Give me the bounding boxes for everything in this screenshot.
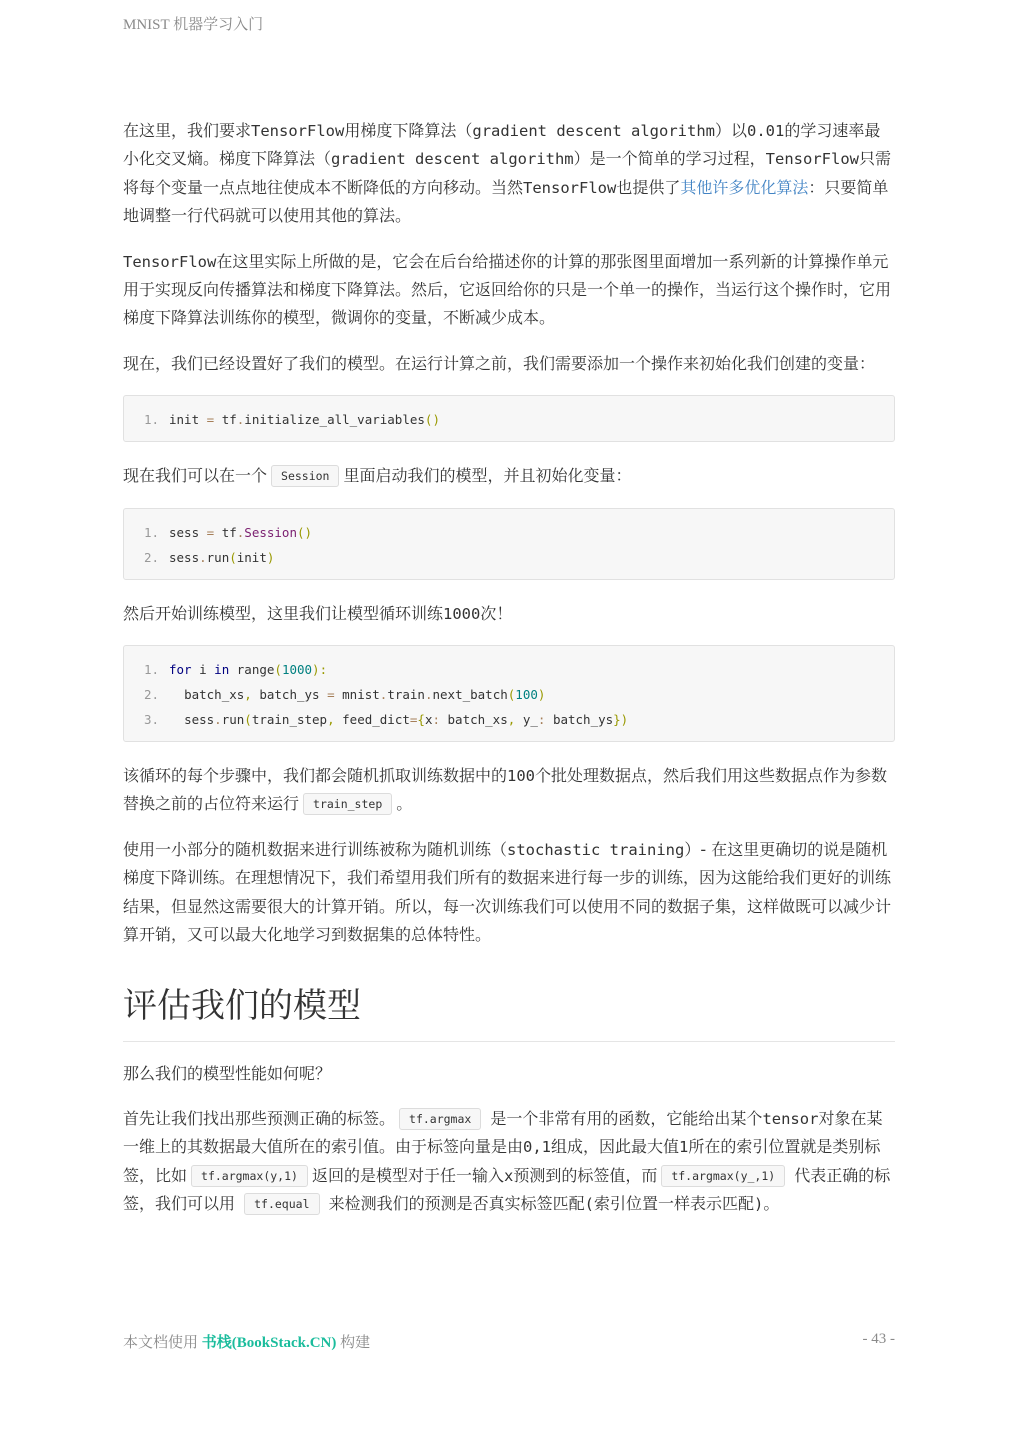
code-token: batch_ys: [552, 712, 614, 728]
code-line: [124, 407, 894, 432]
code-token: batch_xs: [447, 712, 508, 728]
text: 是一个非常有用的函数，它能给出某个: [490, 1108, 763, 1128]
text: 索引位置一样表示匹配: [593, 1194, 754, 1214]
inline-code: tf.equal: [244, 1193, 319, 1215]
page-content: [123, 117, 895, 1236]
code-line: [124, 707, 894, 732]
code-token: .: [236, 412, 245, 428]
inline-code: Session: [271, 465, 339, 487]
inline-term: TensorFlow: [123, 252, 217, 271]
code-token: init: [236, 549, 267, 565]
code-token: =: [327, 687, 335, 703]
inline-term: x: [503, 1166, 514, 1185]
text: 。: [763, 1194, 780, 1214]
text: ）- 在这里更确切的说是随机梯度下降训练。在理想情况下，我们希望用我们所有的数据来进行每一步的训练，因为这能给我们更好的训练结果，但显然这需要很大的计算开销。所以，每一次训练我们可以使用不同的数据子集，这样做既可以减少计算开销，又可以最大化地学习到数据集的总体特性。: [123, 839, 892, 945]
code-token: .: [214, 712, 222, 728]
text: 个批处理数据点，然后我们用这些数据点作为参数替换之前的占位符来运行: [123, 766, 888, 814]
code-token: sess: [169, 549, 200, 565]
text: 首先让我们找出那些预测正确的标签。: [123, 1108, 396, 1128]
paragraph: [123, 836, 895, 950]
code-token: i: [199, 662, 207, 678]
code-token: {: [417, 712, 425, 728]
code-token: feed_dict: [342, 712, 410, 728]
text: 也提供了: [616, 177, 681, 197]
code-token: .: [379, 687, 388, 703]
line-number: 1.: [144, 662, 160, 678]
paragraph: [123, 600, 895, 628]
code-token: for: [169, 662, 192, 678]
inline-code: train_step: [303, 793, 392, 815]
page-footer: [123, 1331, 895, 1352]
code-block-training-loop: [123, 645, 895, 742]
paragraph: [123, 1105, 895, 1219]
code-token: :: [537, 712, 546, 728]
code-token: train: [387, 687, 425, 703]
text: 。: [396, 794, 413, 814]
code-token: ):: [312, 662, 328, 678]
optimizers-link[interactable]: 其他许多优化算法: [680, 177, 809, 197]
code-token: .: [199, 549, 207, 565]
code-token: in: [214, 662, 230, 678]
code-token: init: [169, 412, 200, 428]
paragraph: [123, 462, 895, 490]
code-line: [124, 682, 894, 707]
code-token: train_step: [251, 712, 328, 728]
code-token: 100: [515, 687, 538, 703]
inline-term: ): [753, 1195, 764, 1214]
code-token: run: [206, 549, 230, 565]
code-token: tf: [221, 412, 237, 428]
line-number: 2.: [144, 687, 160, 703]
code-token: :: [432, 712, 440, 728]
bookstack-link[interactable]: 书栈(BookStack.CN): [201, 1335, 337, 1351]
text: 所在的索引位置就是类别标签，比如: [123, 1137, 881, 1185]
code-line: [124, 657, 894, 682]
code-token: mnist: [342, 687, 380, 703]
inline-term: TensorFlow: [251, 122, 345, 140]
text: 来检测我们的预测是否真实标签匹配: [328, 1194, 585, 1214]
code-line: [124, 520, 894, 545]
code-token: .: [236, 524, 245, 540]
text: ：只要简单地调整一行代码就可以使用其他的算法。: [123, 177, 889, 226]
code-token: ): [537, 687, 546, 703]
inline-term: 0,1: [523, 1138, 552, 1157]
line-number: 2.: [144, 549, 160, 565]
code-token: sess: [184, 712, 215, 728]
code-token: =: [206, 412, 215, 428]
text: 次！: [480, 603, 513, 623]
text: 然后开始训练模型，这里我们让模型循环训练: [123, 603, 444, 623]
text: ）以: [715, 121, 748, 140]
inline-term: 1: [679, 1138, 689, 1157]
code-token: sess: [169, 524, 200, 540]
inline-term: tensor: [762, 1109, 819, 1128]
code-token: y_: [522, 712, 538, 728]
code-token: (: [244, 712, 252, 728]
text: 在这里实际上所做的是，它会在后台给描述你的计算的那张图里面增加一系列新的计算操作单元用于实现反向传播算法和梯度下降算法。然后，它返回给你的只是一个单一的操作，当运行这个操作时，它用梯度下降算法训练你的模型，微调你的变量，不断减少成本。: [123, 251, 892, 328]
text: 该循环的每个步骤中，我们都会随机抓取训练数据中的: [123, 766, 508, 786]
code-token: range: [236, 662, 275, 678]
inline-term: gradient descent algorithm: [331, 150, 574, 169]
line-number: 1.: [144, 412, 160, 428]
text: 用梯度下降算法（: [344, 121, 473, 140]
code-token: ,: [244, 687, 252, 703]
text: 现在我们可以在一个: [123, 466, 268, 486]
code-token: batch_xs: [184, 687, 245, 703]
footer-text: 构建: [340, 1335, 371, 1351]
inline-code: tf.argmax(y_,1): [661, 1165, 785, 1187]
text: 代表正确的标签，我们可以用: [123, 1165, 891, 1214]
inline-term: 0.01: [747, 122, 785, 140]
text: 返回的是模型对于任一输入: [311, 1165, 504, 1185]
paragraph: [123, 1060, 895, 1088]
code-token: ,: [507, 712, 516, 728]
paragraph: [123, 117, 895, 231]
running-header: MNIST 机器学习入门: [123, 17, 264, 33]
inline-term: gradient descent algorithm: [472, 122, 715, 140]
section-heading: 评估我们的模型: [123, 983, 895, 1042]
code-token: .: [424, 687, 433, 703]
code-token: ): [266, 549, 275, 565]
inline-term: 1000: [443, 604, 481, 623]
code-block-session: [123, 508, 895, 580]
code-token: ,: [327, 712, 335, 728]
code-token: (: [507, 687, 516, 703]
footer-text: 本文档使用: [123, 1335, 199, 1351]
code-token: run: [221, 712, 245, 728]
text: 使用一小部分的随机数据来进行训练被称为随机训练（: [123, 839, 508, 859]
page-number: - 43 -: [862, 1331, 895, 1347]
code-token: (: [229, 549, 237, 565]
text: 现在，我们已经设置好了我们的模型。在运行计算之前，我们需要添加一个操作来初始化我们创建的变量：: [123, 353, 876, 373]
code-token: batch_ys: [259, 687, 320, 703]
text: 对象在某一维上的其数据最大值所在的索引值。由于标签向量是由: [123, 1108, 883, 1157]
code-block-init: [123, 395, 895, 442]
text: 预测到的标签值，而: [513, 1165, 658, 1185]
code-token: (): [296, 524, 313, 540]
text: 的学习速率最小化交叉熵。梯度下降算法（: [123, 121, 881, 169]
code-token: x: [424, 712, 433, 728]
text: 组成，因此最大值: [551, 1137, 680, 1157]
text: 那么我们的模型性能如何呢？: [123, 1063, 332, 1083]
text: ）是一个简单的学习过程，: [573, 149, 766, 169]
inline-term: stochastic training: [507, 840, 685, 859]
inline-term: 100: [507, 767, 536, 786]
code-token: 1000: [281, 662, 313, 678]
code-token: tf: [221, 524, 237, 540]
text: 里面启动我们的模型，并且初始化变量：: [343, 466, 632, 486]
code-token: =: [409, 712, 418, 728]
line-number: 3.: [144, 712, 160, 728]
paragraph: [123, 350, 895, 378]
code-token: }): [613, 712, 629, 728]
code-token: initialize_all_variables: [244, 412, 425, 428]
inline-term: TensorFlow: [765, 150, 859, 169]
code-token: Session: [244, 524, 297, 540]
code-token: next_batch: [432, 687, 508, 703]
inline-code: tf.argmax(y,1): [191, 1165, 308, 1187]
code-line: [124, 545, 894, 570]
text: 在这里，我们要求: [123, 121, 252, 140]
code-token: =: [206, 524, 215, 540]
paragraph: [123, 762, 895, 819]
paragraph: [123, 248, 895, 333]
inline-code: tf.argmax: [399, 1108, 481, 1130]
code-token: (): [424, 412, 440, 428]
line-number: 1.: [144, 524, 160, 540]
inline-term: TensorFlow: [523, 178, 617, 197]
code-token: (: [274, 662, 282, 678]
text: 只需将每个变量一点点地往使成本不断降低的方向移动。当然: [123, 149, 892, 197]
inline-term: (: [584, 1195, 594, 1214]
